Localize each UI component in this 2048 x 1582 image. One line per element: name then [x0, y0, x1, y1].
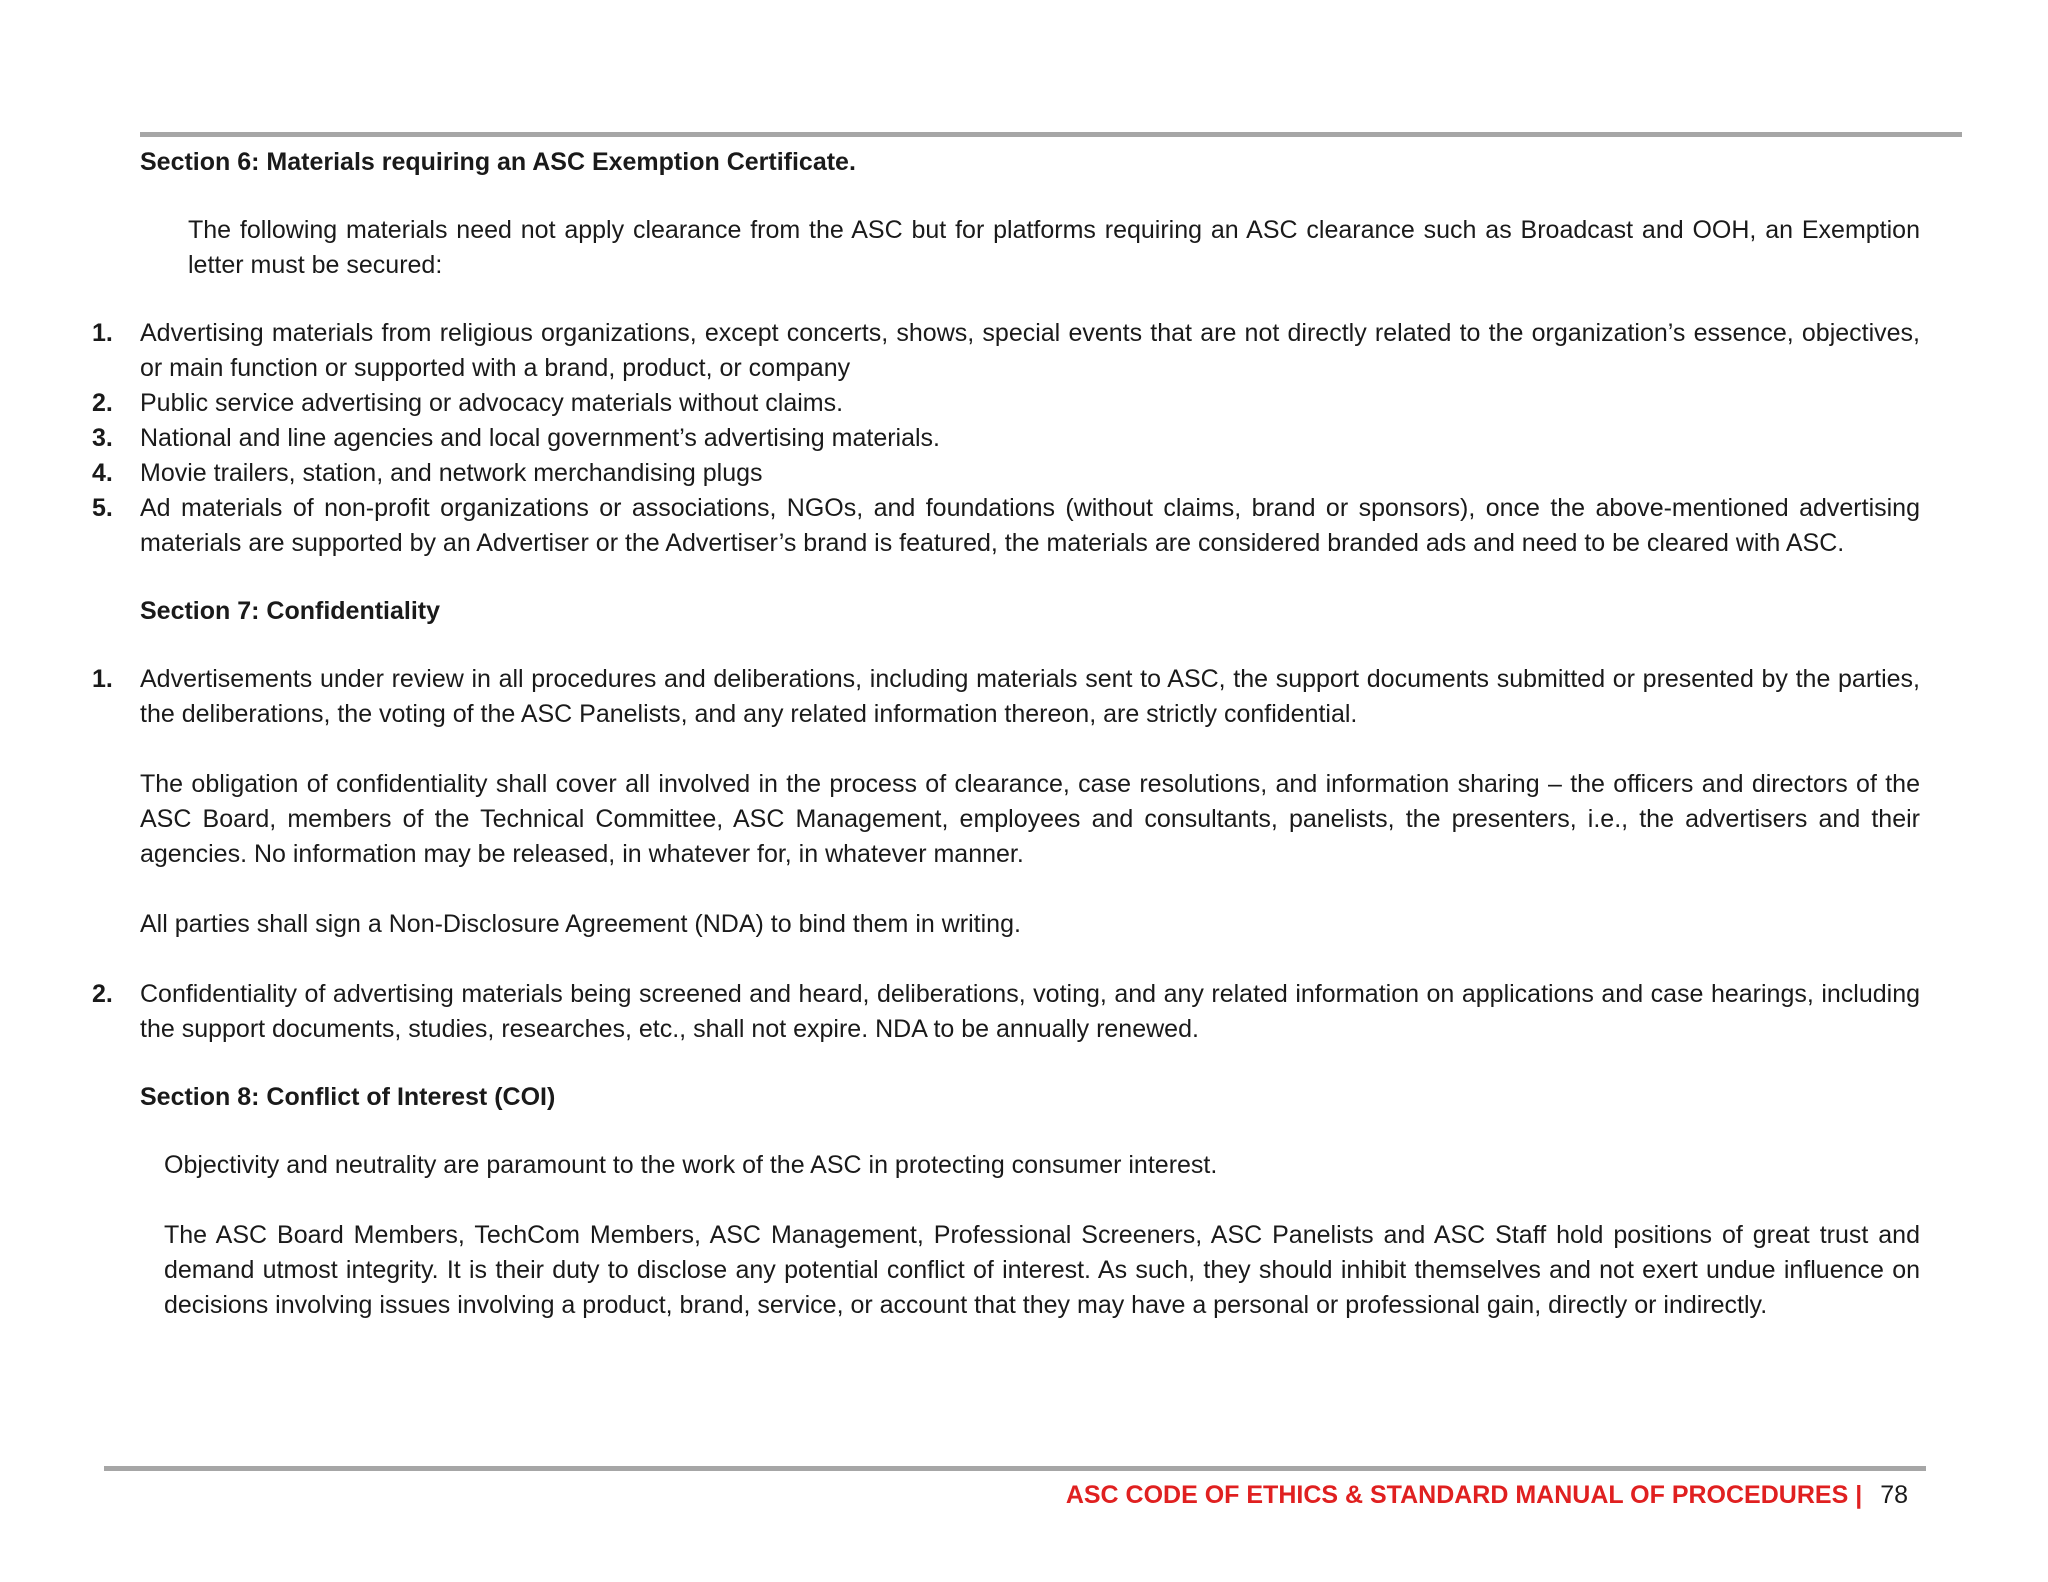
list-item-text: Public service advertising or advocacy materials without claims. [140, 389, 844, 417]
list-item-text: Advertising materials from religious organizations, except concerts, shows, special events that are not directly related to the organization’s essence, objectives, or main function or supported with a brand, product, or company [140, 319, 1920, 382]
list-item [92, 491, 1920, 561]
header-rule [140, 132, 1962, 137]
list-item-text: National and line agencies and local government’s advertising materials. [140, 424, 940, 452]
confidentiality-paragraph-4: Confidentiality of advertising materials being screened and heard, deliberations, voting, and any related information on applications and case hearings, including the support documents, studies, researches, etc., shall not expire. NDA to be annually renewed. [140, 980, 1920, 1043]
confidentiality-paragraph-3: All parties shall sign a Non-Disclosure Agreement (NDA) to bind them in writing. [140, 910, 1021, 938]
list-item-text: Ad materials of non-profit organizations or associations, NGOs, and foundations (without claims, brand or sponsors), once the above-mentioned advertising materials are supported by an Advertiser or the Advertiser’s brand is featured, the materials are considered branded ads and need to be cleared with ASC. [140, 494, 1920, 557]
page-number: 78 [1880, 1481, 1908, 1509]
section-7-heading: Section 7: Confidentiality [140, 597, 441, 625]
list-item [92, 421, 1920, 456]
confidentiality-paragraph-2: The obligation of confidentiality shall cover all involved in the process of clearance, case resolutions, and information sharing – the officers and directors of the ASC Board, members of the Technical Committee, ASC Management, employees and consultants, panelists, the presenters, i.e., the advertisers and their agencies. No information may be released, in whatever for, in whatever manner. [140, 770, 1920, 868]
footer-title: ASC CODE OF ETHICS & STANDARD MANUAL OF PROCEDURES | [1065, 1481, 1863, 1509]
section-6-heading: Section 6: Materials requiring an ASC Exemption Certificate. [140, 148, 856, 176]
section-7-list [92, 662, 1920, 1047]
list-number: 4. [92, 459, 113, 487]
list-item [92, 662, 1920, 942]
section-8-heading: Section 8: Conflict of Interest (COI) [140, 1083, 556, 1111]
list-item [92, 977, 1920, 1047]
list-number: 1. [92, 319, 113, 347]
section-6-list [92, 316, 1920, 561]
footer-rule [104, 1466, 1926, 1471]
list-number: 3. [92, 424, 113, 452]
confidentiality-paragraph-1: Advertisements under review in all procedures and deliberations, including materials sent to ASC, the support documents submitted or presented by the parties, the deliberations, the voting of the ASC Panelists, and any related information thereon, are strictly confidential. [140, 665, 1920, 728]
coi-paragraph-1: Objectivity and neutrality are paramount to the work of the ASC in protecting consumer interest. [164, 1151, 1218, 1179]
list-item [92, 456, 1920, 491]
list-number: 2. [92, 389, 113, 417]
list-number: 1. [92, 665, 113, 693]
page-content [92, 145, 1920, 1323]
page-footer [1066, 1478, 1908, 1513]
coi-paragraph-2: The ASC Board Members, TechCom Members, ASC Management, Professional Screeners, ASC Panelists and ASC Staff hold positions of great trust and demand utmost integrity. It is their duty to disclose any potential conflict of interest. As such, they should inhibit themselves and not exert undue influence on decisions involving issues involving a product, brand, service, or account that they may have a personal or professional gain, directly or indirectly. [164, 1221, 1920, 1319]
list-item-text: Movie trailers, station, and network merchandising plugs [140, 459, 763, 487]
section-6-intro: The following materials need not apply clearance from the ASC but for platforms requiring an ASC clearance such as Broadcast and OOH, an Exemption letter must be secured: [188, 216, 1920, 279]
list-item [92, 316, 1920, 386]
list-number: 5. [92, 494, 113, 522]
list-item [92, 386, 1920, 421]
list-number: 2. [92, 980, 113, 1008]
